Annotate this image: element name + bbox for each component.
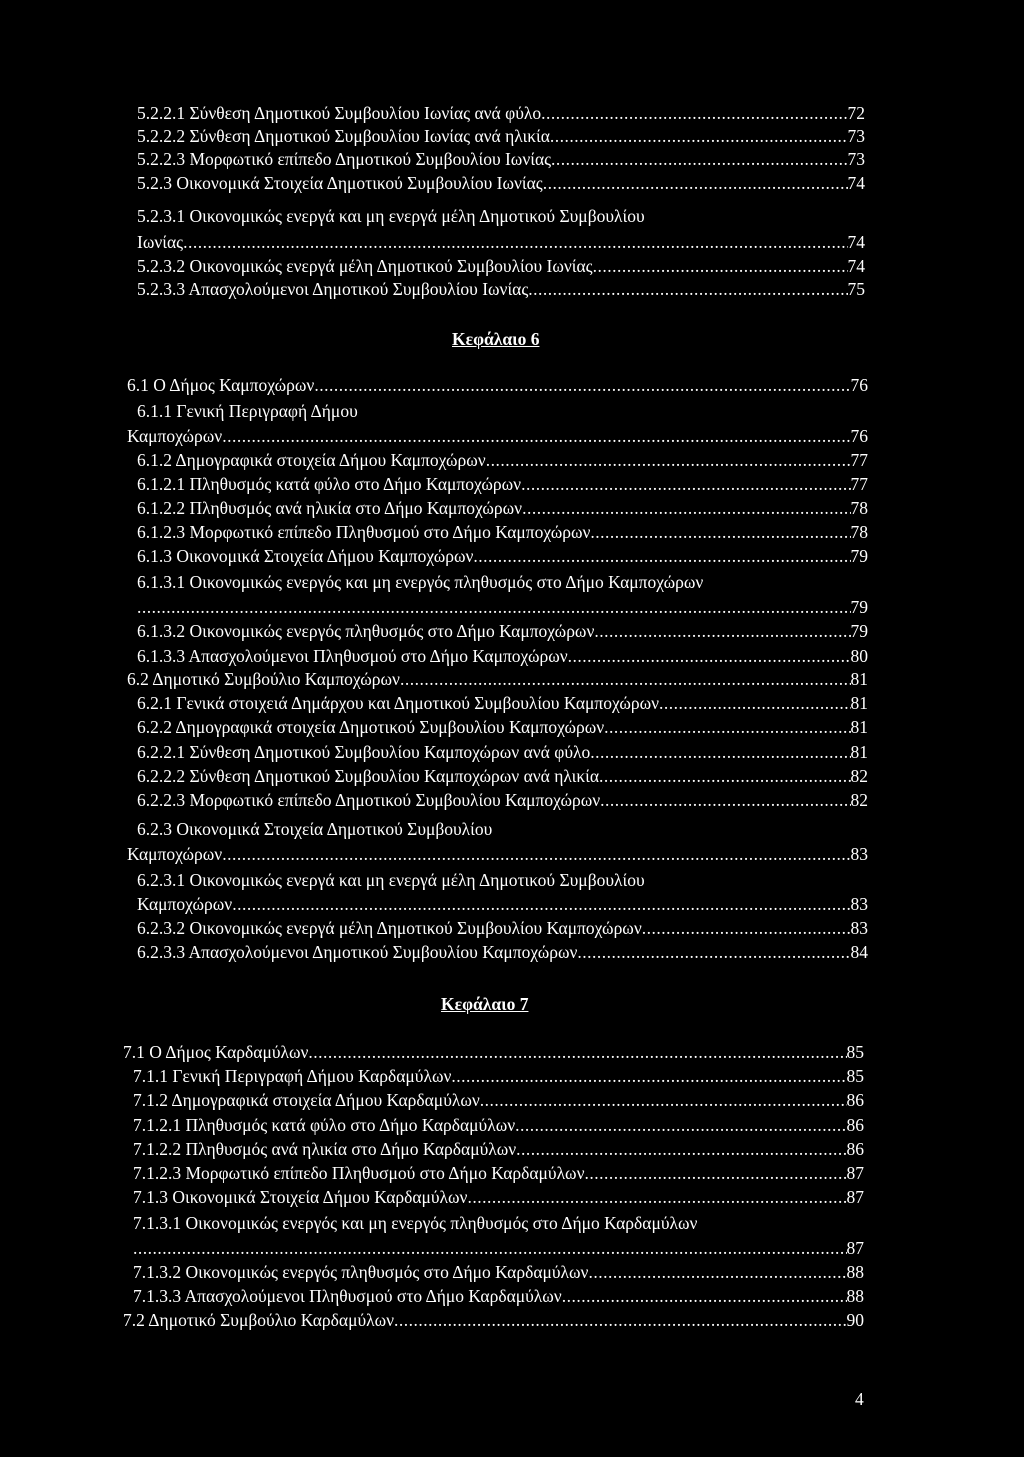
toc-entry — [133, 1089, 864, 1111]
toc-page-number: 73 — [847, 126, 865, 146]
toc-entry-text: 5.2.3.3 Απασχολούμενοι Δημοτικού Συμβουλίου Ιωνίας — [137, 279, 529, 299]
toc-entry — [137, 205, 865, 227]
chapter-heading: Κεφάλαιο 6 — [452, 329, 540, 349]
toc-entry — [137, 449, 868, 471]
toc-leader-dots — [222, 843, 850, 865]
toc-entry — [127, 374, 868, 396]
toc-leader-dots — [568, 645, 851, 667]
toc-entry — [137, 125, 865, 147]
toc-entry-text: 7.1.3.3 Απασχολούμενοι Πληθυσμού στο Δήμο Καρδαμύλων — [133, 1286, 562, 1306]
toc-page-number: 74 — [847, 232, 865, 252]
toc-entry — [137, 278, 865, 300]
toc-entry-text: 6.2.3.1 Οικονομικώς ενεργά και μη ενεργά μέλη Δημοτικού Συμβουλίου — [137, 870, 645, 890]
toc-leader-dots — [585, 1162, 847, 1184]
toc-entry — [137, 400, 868, 422]
toc-entry — [137, 741, 868, 763]
toc-entry — [137, 231, 865, 253]
toc-page-number: 82 — [850, 766, 868, 786]
toc-page-number: 88 — [846, 1286, 864, 1306]
toc-entry — [133, 1285, 864, 1307]
toc-page-number: 72 — [847, 103, 865, 123]
toc-entry-text: 6.1 Ο Δήμος Καμποχώρων — [127, 375, 315, 395]
page-number: 4 — [855, 1389, 864, 1409]
chapter-heading: Κεφάλαιο 7 — [441, 994, 529, 1014]
toc-page-number: 88 — [846, 1262, 864, 1282]
toc-entry — [137, 765, 868, 787]
toc-leader-dots — [467, 1186, 846, 1208]
toc-entry-text: 7.1.1 Γενική Περιγραφή Δήμου Καρδαμύλων — [133, 1066, 452, 1086]
toc-entry — [137, 645, 868, 667]
toc-entry-text: 7.1.2 Δημογραφικά στοιχεία Δήμου Καρδαμύλων — [133, 1090, 480, 1110]
toc-page-number: 86 — [846, 1139, 864, 1159]
toc-entry-text: 5.2.3.1 Οικονομικώς ενεργά και μη ενεργά μέλη Δημοτικού Συμβουλίου — [137, 206, 645, 226]
toc-leader-dots — [577, 941, 850, 963]
toc-leader-dots — [394, 1309, 846, 1331]
toc-entry — [137, 172, 865, 194]
toc-entry-text: 7.1.3.2 Οικονομικώς ενεργός πληθυσμός στο Δήμο Καρδαμύλων — [133, 1262, 589, 1282]
toc-entry — [137, 255, 865, 277]
toc-leader-dots — [588, 1261, 846, 1283]
toc-page-number: 82 — [850, 790, 868, 810]
toc-leader-dots — [183, 231, 847, 253]
toc-entry-text: 5.2.3.2 Οικονομικώς ενεργά μέλη Δημοτικού Συμβουλίου Ιωνίας — [137, 256, 593, 276]
toc-leader-dots — [521, 473, 850, 495]
toc-entry-text: 5.2.3 Οικονομικά Στοιχεία Δημοτικού Συμβουλίου Ιωνίας — [137, 173, 543, 193]
toc-leader-dots — [562, 1285, 847, 1307]
toc-page-number: 85 — [846, 1066, 864, 1086]
toc-entry — [137, 818, 868, 840]
toc-entry — [137, 497, 868, 519]
toc-entry — [123, 1309, 864, 1331]
toc-entry-text: 6.2.2.1 Σύνθεση Δημοτικού Συμβουλίου Καμποχώρων ανά φύλο — [137, 742, 591, 762]
toc-entry-text: 7.1 Ο Δήμος Καρδαμύλων — [123, 1042, 309, 1062]
toc-entry — [137, 148, 865, 170]
toc-entry-text: 6.1.1 Γενική Περιγραφή Δήμου — [137, 401, 358, 421]
toc-leader-dots — [600, 789, 850, 811]
toc-entry-text: Καμποχώρων — [137, 894, 233, 914]
toc-entry-text: Καμποχώρων — [127, 844, 223, 864]
toc-entry-text: 5.2.2.1 Σύνθεση Δημοτικού Συμβουλίου Ιωνίας ανά φύλο — [137, 103, 542, 123]
toc-page-number: 87 — [846, 1163, 864, 1183]
toc-entry-text: 6.1.2.3 Μορφωτικό επίπεδο Πληθυσμού στο Δήμο Καμποχώρων — [137, 522, 591, 542]
toc-entry — [133, 1065, 864, 1087]
toc-page-number: 78 — [850, 498, 868, 518]
toc-page-number: 83 — [850, 918, 868, 938]
toc-page-number: 87 — [846, 1187, 864, 1207]
toc-entry — [133, 1237, 864, 1259]
toc-page-number: 76 — [850, 426, 868, 446]
toc-leader-dots — [593, 255, 848, 277]
toc-leader-dots — [522, 497, 850, 519]
toc-page-number: 79 — [850, 597, 868, 617]
toc-entry-text: 6.2.3.3 Απασχολούμενοι Δημοτικού Συμβουλίου Καμποχώρων — [137, 942, 578, 962]
toc-leader-dots — [232, 893, 850, 915]
toc-page-number: 84 — [850, 942, 868, 962]
toc-entry-text: 6.1.2 Δημογραφικά στοιχεία Δήμου Καμποχώρων — [137, 450, 486, 470]
toc-entry — [137, 596, 868, 618]
toc-entry — [127, 425, 868, 447]
toc-entry-text: 7.2 Δημοτικό Συμβούλιο Καρδαμύλων — [123, 1310, 395, 1330]
toc-entry — [133, 1114, 864, 1136]
toc-page-number: 77 — [850, 474, 868, 494]
toc-entry — [137, 571, 868, 593]
toc-entry — [137, 789, 868, 811]
toc-entry — [133, 1212, 864, 1234]
toc-leader-dots — [599, 765, 850, 787]
toc-leader-dots — [486, 449, 851, 471]
toc-entry-text: 6.2.3.2 Οικονομικώς ενεργά μέλη Δημοτικού Συμβουλίου Καμποχώρων — [137, 918, 642, 938]
toc-leader-dots — [642, 917, 851, 939]
toc-entry-text: 6.1.2.1 Πληθυσμός κατά φύλο στο Δήμο Καμποχώρων — [137, 474, 522, 494]
toc-page-number: 81 — [850, 669, 868, 689]
toc-page-number: 83 — [850, 844, 868, 864]
toc-leader-dots — [541, 102, 847, 124]
toc-page-number: 73 — [847, 149, 865, 169]
toc-entry — [123, 1041, 864, 1063]
toc-entry-text: 6.1.3 Οικονομικά Στοιχεία Δήμου Καμποχώρων — [137, 546, 474, 566]
toc-entry — [137, 716, 868, 738]
toc-page-number: 87 — [846, 1238, 864, 1258]
toc-page-number: 90 — [846, 1310, 864, 1330]
toc-entry-text: 6.1.2.2 Πληθυσμός ανά ηλικία στο Δήμο Καμποχώρων — [137, 498, 523, 518]
toc-entry — [137, 102, 865, 124]
toc-page-number: 86 — [846, 1115, 864, 1135]
toc-entry-text: Ιωνίας — [137, 232, 184, 252]
toc-page-number: 79 — [850, 546, 868, 566]
toc-leader-dots — [137, 596, 851, 618]
toc-page-number: 81 — [850, 693, 868, 713]
toc-page-number: 83 — [850, 894, 868, 914]
toc-entry — [133, 1186, 864, 1208]
toc-entry-text: 6.2.1 Γενικά στοιχειά Δημάρχου και Δημοτικού Συμβουλίου Καμποχώρων — [137, 693, 660, 713]
toc-page-number: 76 — [850, 375, 868, 395]
toc-leader-dots — [551, 148, 847, 170]
toc-page-number: 85 — [846, 1042, 864, 1062]
toc-entry — [137, 521, 868, 543]
toc-entry — [137, 941, 868, 963]
toc-entry — [127, 843, 868, 865]
toc-entry — [137, 917, 868, 939]
toc-entry — [137, 692, 868, 714]
toc-leader-dots — [133, 1237, 847, 1259]
toc-page-number: 74 — [847, 256, 865, 276]
toc-leader-dots — [604, 716, 850, 738]
toc-entry-text: 7.1.2.3 Μορφωτικό επίπεδο Πληθυσμού στο Δήμο Καρδαμύλων — [133, 1163, 585, 1183]
toc-leader-dots — [590, 741, 850, 763]
toc-leader-dots — [590, 521, 850, 543]
toc-page-number: 78 — [850, 522, 868, 542]
toc-page-number: 80 — [850, 646, 868, 666]
toc-entry-text: 6.1.3.2 Οικονομικώς ενεργός πληθυσμός στο Δήμο Καμποχώρων — [137, 621, 595, 641]
toc-entry-text: 6.2.2.2 Σύνθεση Δημοτικού Συμβουλίου Καμποχώρων ανά ηλικία — [137, 766, 600, 786]
toc-entry-text: 7.1.2.1 Πληθυσμός κατά φύλο στο Δήμο Καρδαμύλων — [133, 1115, 516, 1135]
toc-leader-dots — [451, 1065, 846, 1087]
toc-page-number: 86 — [846, 1090, 864, 1110]
toc-entry-text: 6.1.3.3 Απασχολούμενοι Πληθυσμού στο Δήμο Καμποχώρων — [137, 646, 568, 666]
toc-page-number: 81 — [850, 717, 868, 737]
toc-page-number: 75 — [847, 279, 865, 299]
toc-leader-dots — [594, 620, 850, 642]
toc-leader-dots — [473, 545, 850, 567]
toc-page-number: 77 — [850, 450, 868, 470]
toc-page-number: 81 — [850, 742, 868, 762]
toc-leader-dots — [659, 692, 850, 714]
toc-entry-text: 7.1.3 Οικονομικά Στοιχεία Δήμου Καρδαμύλων — [133, 1187, 468, 1207]
toc-entry-text: Καμποχώρων — [127, 426, 223, 446]
toc-leader-dots — [222, 425, 850, 447]
toc-page-number: 74 — [847, 173, 865, 193]
toc-entry — [133, 1261, 864, 1283]
toc-entry — [137, 545, 868, 567]
toc-entry-text: 6.1.3.1 Οικονομικώς ενεργός και μη ενεργός πληθυσμός στο Δήμο Καμποχώρων — [137, 572, 704, 592]
toc-entry — [137, 473, 868, 495]
toc-leader-dots — [400, 668, 851, 690]
toc-entry — [137, 620, 868, 642]
toc-leader-dots — [550, 125, 848, 147]
toc-leader-dots — [480, 1089, 847, 1111]
toc-entry-text: 6.2.3 Οικονομικά Στοιχεία Δημοτικού Συμβουλίου — [137, 819, 493, 839]
toc-page-number: 79 — [850, 621, 868, 641]
toc-entry-text: 5.2.2.3 Μορφωτικό επίπεδο Δημοτικού Συμβουλίου Ιωνίας — [137, 149, 552, 169]
toc-entry-text: 6.2.2.3 Μορφωτικό επίπεδο Δημοτικού Συμβουλίου Καμποχώρων — [137, 790, 601, 810]
toc-leader-dots — [515, 1114, 846, 1136]
toc-entry — [137, 893, 868, 915]
toc-leader-dots — [308, 1041, 846, 1063]
toc-entry-text: 7.1.3.1 Οικονομικώς ενεργός και μη ενεργός πληθυσμός στο Δήμο Καρδαμύλων — [133, 1213, 698, 1233]
toc-entry-text: 5.2.2.2 Σύνθεση Δημοτικού Συμβουλίου Ιωνίας ανά ηλικία — [137, 126, 550, 146]
toc-leader-dots — [528, 278, 847, 300]
toc-entry — [133, 1138, 864, 1160]
toc-entry-text: 6.2.2 Δημογραφικά στοιχεία Δημοτικού Συμβουλίου Καμποχώρων — [137, 717, 605, 737]
toc-leader-dots — [516, 1138, 846, 1160]
toc-entry-text: 6.2 Δημοτικό Συμβούλιο Καμποχώρων — [127, 669, 400, 689]
toc-entry-text: 7.1.2.2 Πληθυσμός ανά ηλικία στο Δήμο Καρδαμύλων — [133, 1139, 517, 1159]
toc-entry — [137, 869, 868, 891]
toc-leader-dots — [314, 374, 850, 396]
toc-entry — [127, 668, 868, 690]
toc-entry — [133, 1162, 864, 1184]
toc-leader-dots — [543, 172, 848, 194]
